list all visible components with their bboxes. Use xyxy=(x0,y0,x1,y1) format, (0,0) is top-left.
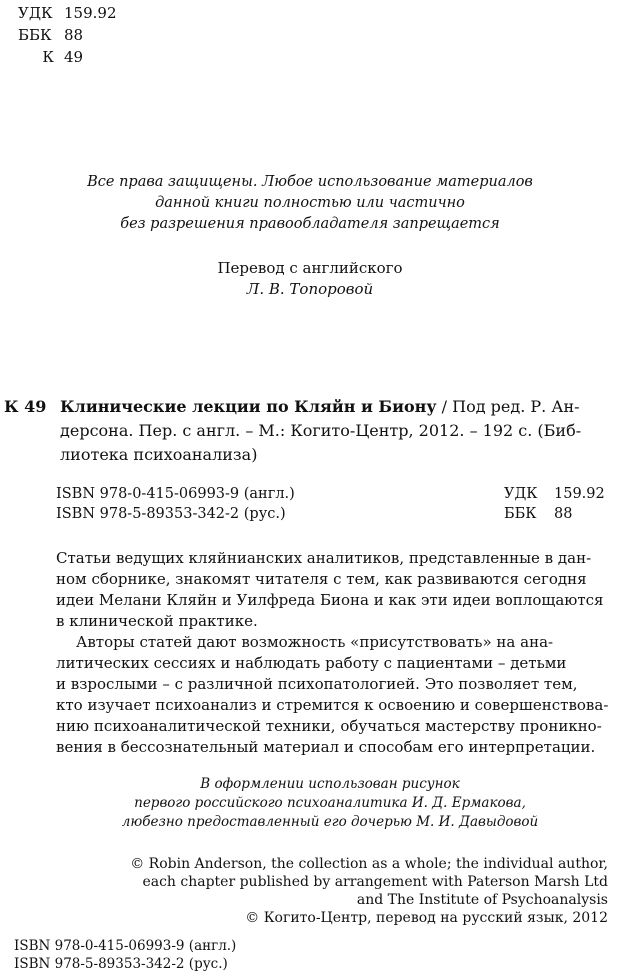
copyright-line: and The Institute of Psychoanalysis xyxy=(356,892,608,908)
bib-line-1-rest: / Под ред. Р. Ан- xyxy=(436,397,580,416)
isbn-russian: ISBN 978-5-89353-342-2 (рус.) xyxy=(56,506,286,522)
isbn-bottom xyxy=(14,937,236,973)
bbk-label-right: ББК xyxy=(504,506,537,522)
bbk-value-right: 88 xyxy=(554,506,573,522)
copyright-block xyxy=(130,855,608,927)
annotation-line: в клинической практике. xyxy=(56,612,258,630)
annotation-line: идеи Мелани Кляйн и Уилфреда Биона и как эти идеи воплощаются xyxy=(56,591,604,609)
annotation-line: и взрослыми – с различной психопатологией. Это позволяет тем, xyxy=(56,675,578,693)
cover-note-line: любезно предоставленный его дочерью М. И. Давыдовой xyxy=(121,814,539,830)
rights-line: данной книги полностью или частично xyxy=(155,195,465,211)
udc-value: 159.92 xyxy=(64,4,117,22)
bib-line-1 xyxy=(60,395,580,419)
rights-notice xyxy=(0,172,620,235)
udc-row-right xyxy=(504,484,605,504)
copyright-line: © Когито-Центр, перевод на русский язык, 2012 xyxy=(245,910,608,926)
isbn-bottom-english: ISBN 978-0-415-06993-9 (англ.) xyxy=(14,938,237,954)
isbn-english: ISBN 978-0-415-06993-9 (англ.) xyxy=(56,486,295,502)
copyright-line: each chapter published by arrangement with Paterson Marsh Ltd xyxy=(142,874,608,890)
bbk-row-right xyxy=(504,504,605,524)
isbn-bottom-russian: ISBN 978-5-89353-342-2 (рус.) xyxy=(14,956,228,972)
annotation-line: Статьи ведущих кляйнианских аналитиков, представленные в дан- xyxy=(56,549,592,567)
cover-note-line: первого российского психоаналитика И. Д. Ермакова, xyxy=(134,795,526,811)
bibliographic-record xyxy=(4,395,614,475)
translation-credit xyxy=(0,258,620,300)
annotation-line: литических сессиях и наблюдать работу с пациентами – детьми xyxy=(56,654,567,672)
bib-code: К 49 xyxy=(4,397,47,416)
annotation-line: нию психоаналитической техники, обучаться мастерству проникно- xyxy=(56,717,602,735)
annotation xyxy=(56,548,616,758)
annotation-line: Авторы статей дают возможность «присутствовать» на ана- xyxy=(76,633,554,651)
bbk-label: ББК xyxy=(18,26,52,44)
bib-line-3: лиотека психоанализа) xyxy=(60,445,258,464)
isbn-record xyxy=(56,484,295,524)
cover-illustration-note xyxy=(20,775,620,832)
translator-name: Л. В. Топоровой xyxy=(246,280,374,298)
rights-line: Все права защищены. Любое использование материалов xyxy=(87,174,533,190)
annotation-line: ном сборнике, знакомят читателя с тем, как развиваются сегодня xyxy=(56,570,587,588)
author-mark-row xyxy=(18,48,83,66)
udc-label: УДК xyxy=(18,4,53,22)
bib-line-2: дерсона. Пер. с англ. – М.: Когито-Центр, 2012. – 192 с. (Биб- xyxy=(60,421,582,440)
annotation-line: кто изучает психоанализ и стремится к освоению и совершенствова- xyxy=(56,696,609,714)
bbk-row xyxy=(18,26,83,44)
cover-note-line: В оформлении использован рисунок xyxy=(200,776,460,792)
bbk-value: 88 xyxy=(64,26,84,44)
udc-value-right: 159.92 xyxy=(554,486,605,502)
udc-label-right: УДК xyxy=(504,486,538,502)
udc-row xyxy=(18,4,117,22)
book-title: Клинические лекции по Кляйн и Биону xyxy=(60,397,437,416)
author-mark-label: К xyxy=(42,48,54,66)
classification-right xyxy=(504,484,605,524)
rights-line: без разрешения правообладателя запрещается xyxy=(120,216,500,232)
author-mark-value: 49 xyxy=(64,48,84,66)
translation-label: Перевод с английского xyxy=(217,259,403,277)
copyright-line: © Robin Anderson, the collection as a whole; the individual author, xyxy=(130,856,608,872)
annotation-line: вения в бессознательный материал и способам его интерпретации. xyxy=(56,738,596,756)
